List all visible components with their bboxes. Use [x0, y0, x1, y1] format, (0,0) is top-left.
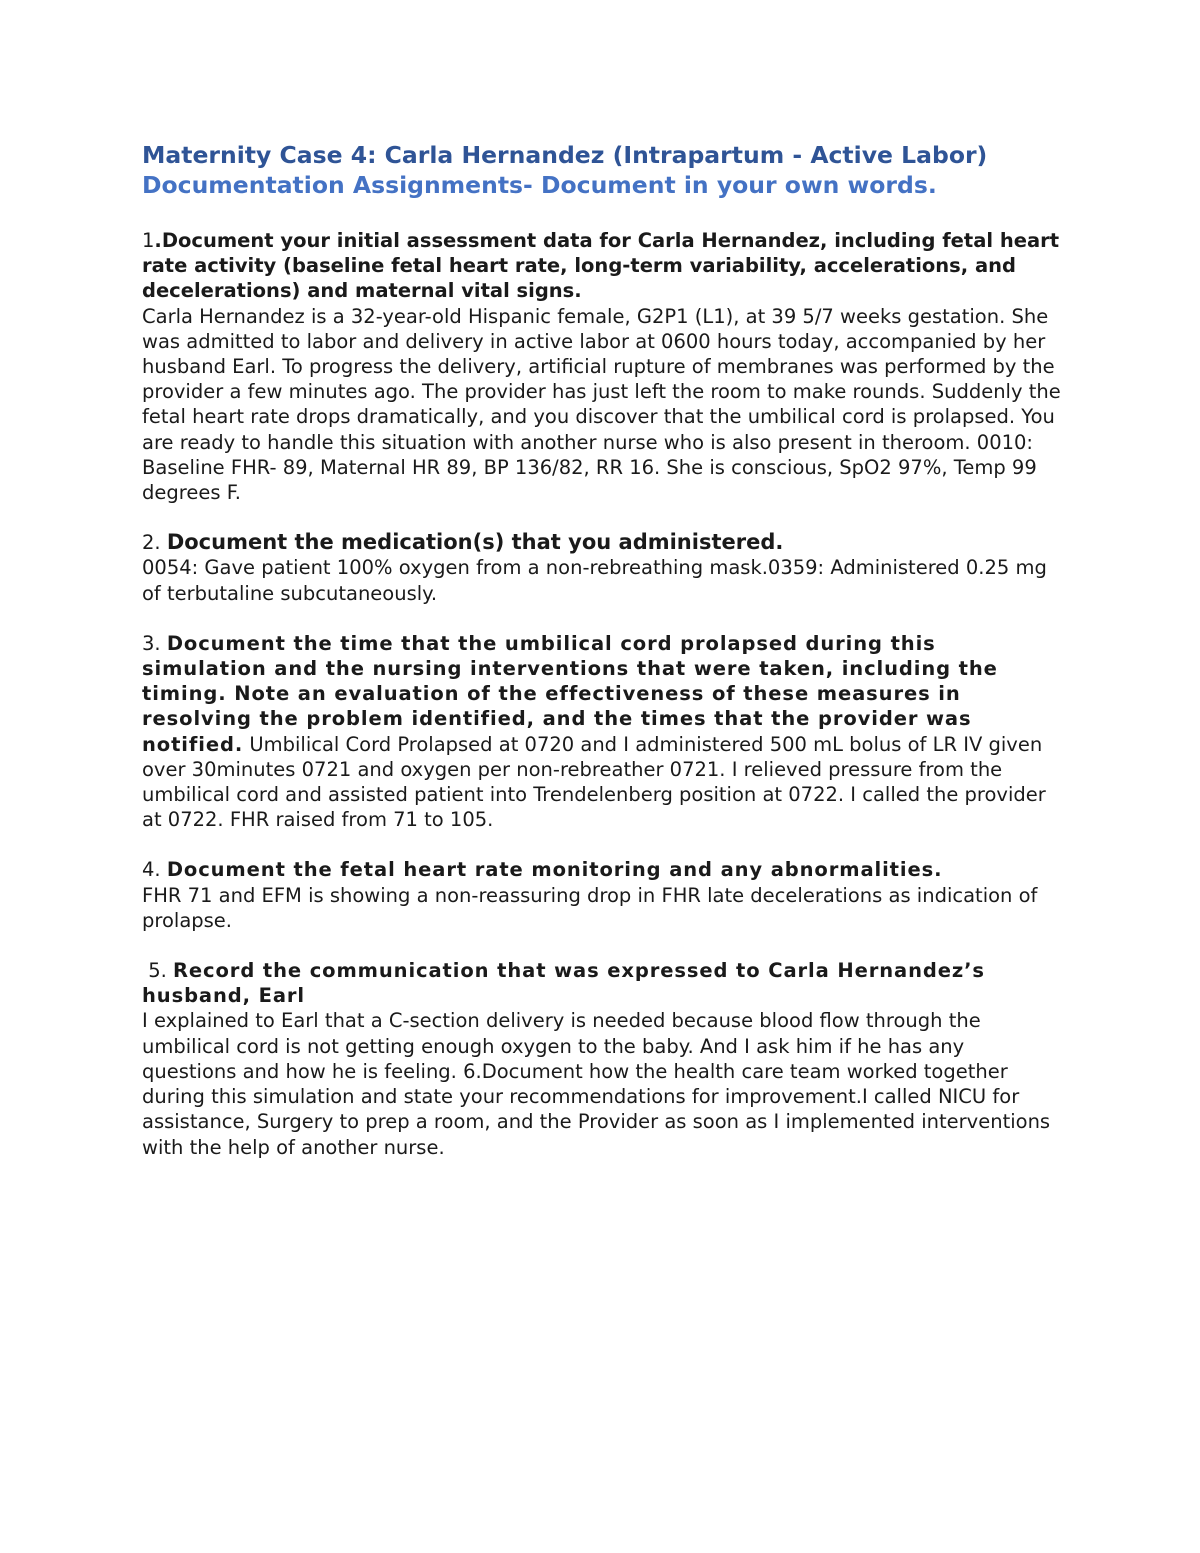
question-4-block [142, 857, 1062, 933]
answer-3-text: Umbilical Cord Prolapsed at 0720 and I administered 500 mL bolus of LR IV given over 30minutes 0721 and oxygen per non-rebreather 0721. I relieved pressure from the umbilical cord and assisted patient into Trendelenberg position at 0722. I called the provider at 0722. FHR raised from 71 to 105. [142, 732, 1046, 832]
question-3-text: Document the time that the umbilical cord prolapsed during this simulation and the nursing interventions that were taken, including the timing. Note an evaluation of the effectiveness of these measures in resolving the problem identified, and the times that the provider was notified. [142, 631, 998, 756]
question-5-block [142, 958, 1062, 1160]
question-5-number: 5. [148, 959, 167, 983]
answer-5-text: I explained to Earl that a C-section delivery is needed because blood flow through the umbilical cord is not getting enough oxygen to the baby. And I ask him if he has any questions and how he is feeling. 6.Document how the health care team worked together during this simulation and state your recommendations for improvement.I called NICU for assistance, Surgery to prep a room, and the Provider as soon as I implemented interventions with the help of another nurse. [142, 1009, 1051, 1159]
question-5-text: Record the communication that was expressed to Carla Hernandez’s husband, Earl [142, 959, 985, 1008]
answer-1-text: Carla Hernandez is a 32-year-old Hispanic female, G2P1 (L1), at 39 5/7 weeks gestation. She was admitted to labor and delivery in active labor at 0600 hours today, accompanied by her husband Earl. To progress the delivery, artificial rupture of membranes was performed by the provider a few minutes ago. The provider has just left the room to make rounds. Suddenly the fetal heart rate drops dramatically, and you discover that the umbilical cord is prolapsed. You are ready to handle this situation with another nurse who is also present in theroom. 0010: Baseline FHR- 89, Maternal HR 89, BP 136/82, RR 16. She is conscious, SpO2 97%, Temp 99 degrees F. [142, 304, 1061, 505]
answer-4-text: FHR 71 and EFM is showing a non-reassuring drop in FHR late decelerations as indication of prolapse. [142, 883, 1038, 932]
question-1-block [142, 228, 1062, 505]
question-3-block [142, 631, 1062, 833]
question-2-text: Document the medication(s) that you administered. [166, 530, 784, 555]
document-subtitle: Documentation Assignments- Document in your own words. [142, 171, 937, 199]
question-4-number: 4. [142, 858, 161, 882]
question-4-text: Document the fetal heart rate monitoring and any abnormalities. [166, 858, 943, 882]
document-title: Maternity Case 4: Carla Hernandez (Intrapartum - Active Labor) [142, 141, 988, 169]
question-3-number: 3. [142, 631, 161, 655]
answer-2-text: 0054: Gave patient 100% oxygen from a non-rebreathing mask.0359: Administered 0.25 mg of terbutaline subcutaneously. [142, 556, 1047, 605]
question-1-text: .Document your initial assessment data for Carla Hernandez, including fetal heart rate activity (baseline fetal heart rate, long-term variability, accelerations, and decelerations) and maternal vital signs. [142, 229, 1060, 303]
document-page [142, 140, 1062, 1160]
question-2-block [142, 530, 1062, 606]
question-2-number: 2. [142, 531, 161, 555]
question-1-number: 1 [142, 229, 155, 252]
